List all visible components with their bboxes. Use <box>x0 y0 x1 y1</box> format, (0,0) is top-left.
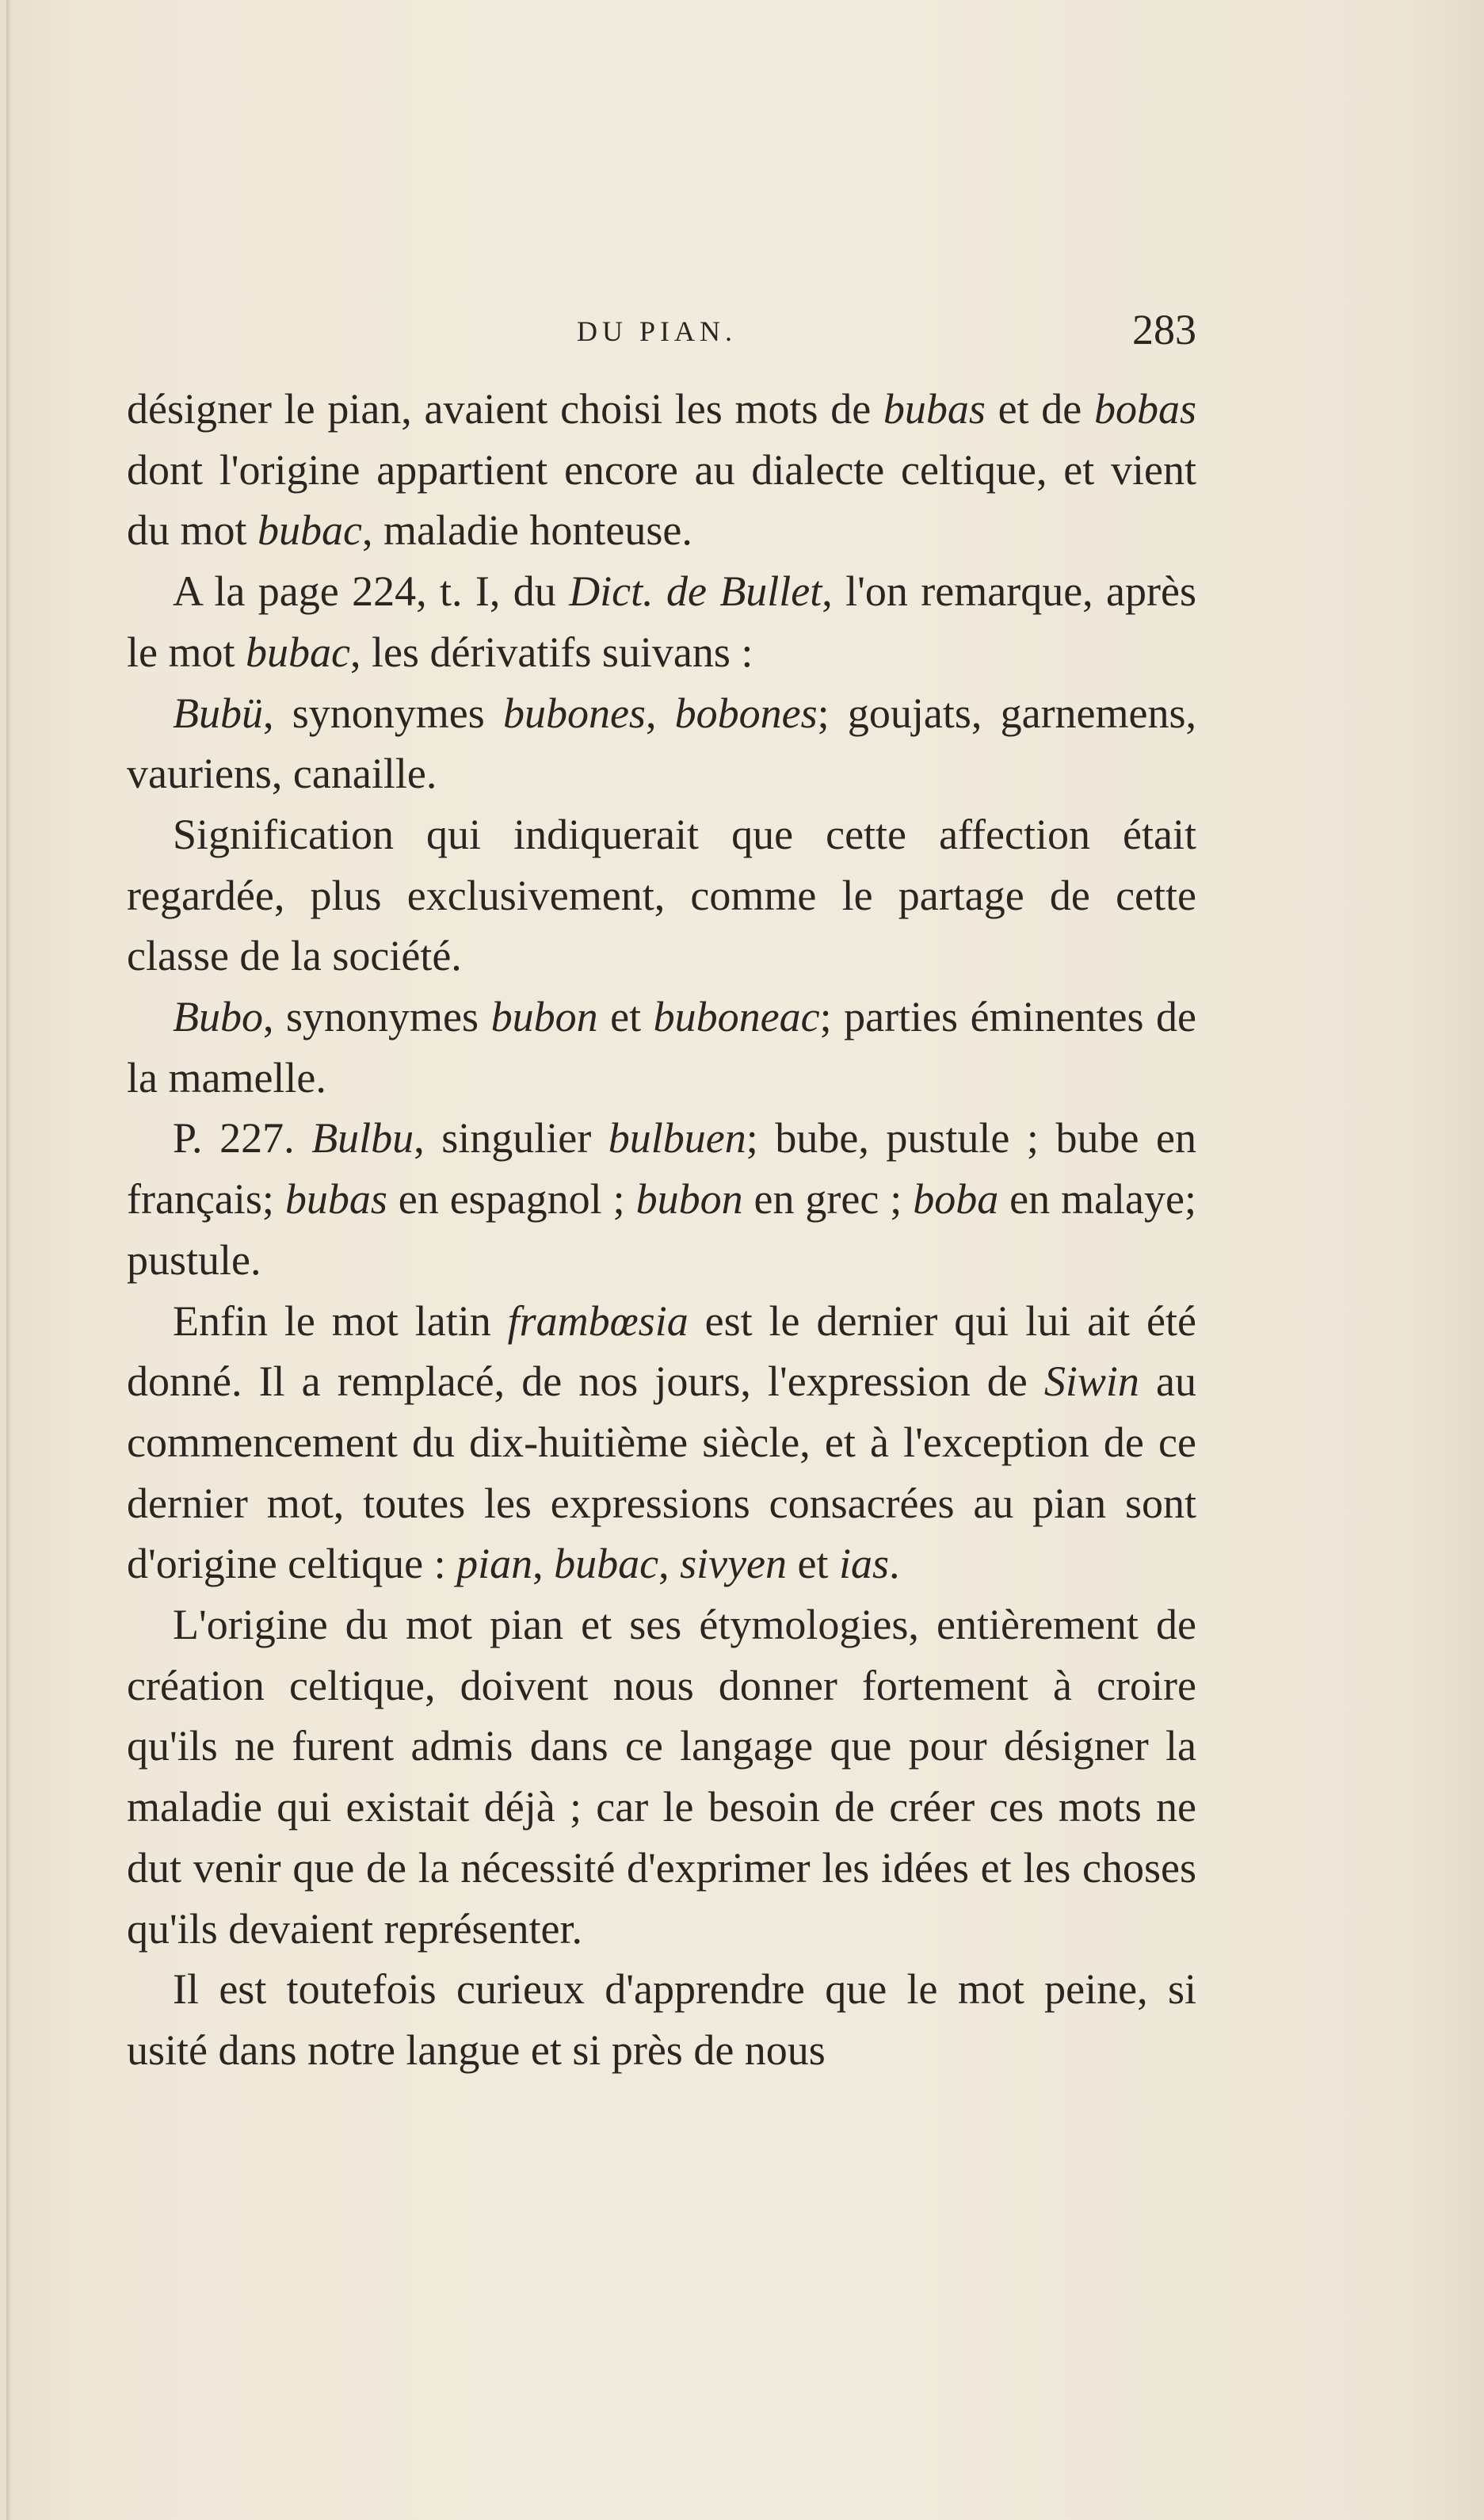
running-head: DU PIAN. <box>577 315 738 347</box>
paragraph: désigner le pian, avaient choisi les mots de bubas et de bobas dont l'origine appartient encore au dialecte celtique, et vient du mot bubac, maladie honteuse. <box>127 385 1196 555</box>
page-edge <box>6 0 11 2520</box>
paragraph: Enfin le mot latin frambœsia est le dernier qui lui ait été donné. Il a remplacé, de nos jours, l'expression de Siwin au commencement du dix-huitième siècle, et à l'exception de ce dernier mot, toutes les expressions consacrées au pian sont d'origine celtique : pian, bubac, sivyen et ias. <box>127 1296 1196 1588</box>
page-number: 283 <box>1132 306 1196 353</box>
paragraph: Signification qui indiquerait que cette affection était regardée, plus exclusivement, comme le partage de cette classe de la société. <box>127 810 1196 980</box>
paragraph: Il est toutefois curieux d'apprendre que le mot peine, si usité dans notre langue et si près de nous <box>127 1965 1196 2074</box>
body-text <box>127 379 1196 2081</box>
page-header <box>127 305 1196 368</box>
paragraph: Bubü, synonymes bubones, bobones; goujats, garnemens, vauriens, canaille. <box>127 689 1197 798</box>
paragraph: L'origine du mot pian et ses étymologies, entièrement de création celtique, doivent nous donner fortement à croire qu'ils ne furent admis dans ce langage que pour désigner la maladie qui existait déjà ; car le besoin de créer ces mots ne dut venir que de la nécessité d'exprimer les idées et les choses qu'ils devaient représenter. <box>127 1601 1196 1953</box>
paragraph: A la page 224, t. I, du Dict. de Bullet, l'on remarque, après le mot bubac, les dérivatifs suivans : <box>127 567 1196 676</box>
paragraph: Bubo, synonymes bubon et buboneac; parties éminentes de la mamelle. <box>127 993 1196 1102</box>
paragraph: P. 227. Bulbu, singulier bulbuen; bube, pustule ; bube en français; bubas en espagnol ; bubon en grec ; boba en malaye; pustule. <box>127 1114 1197 1284</box>
